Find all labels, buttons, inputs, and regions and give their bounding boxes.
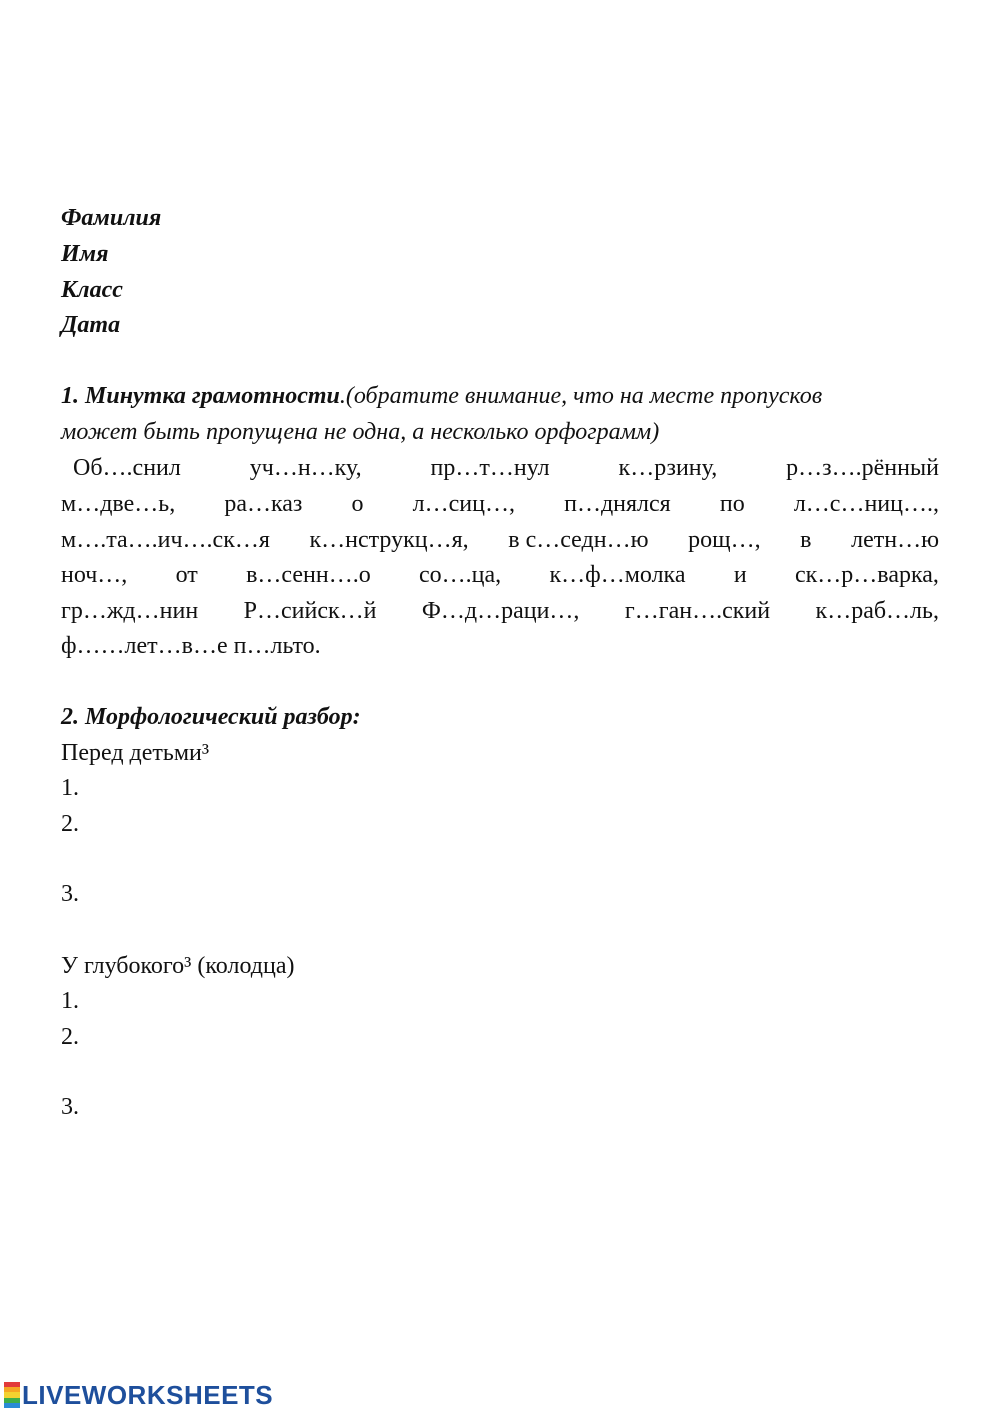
task1-note-line1: .(обратите внимание, что на месте пропусков [339, 383, 823, 409]
task1-word: к…рзину, [618, 455, 718, 481]
task2-item2-num-2: 2. [61, 1024, 79, 1050]
task2-item1-num-3: 3. [61, 881, 79, 907]
task2-title: 2. Морфологический разбор: [61, 704, 361, 730]
task1-word: в…сенн….о [246, 562, 371, 588]
task1-word: и [733, 562, 747, 588]
class-label: Класс [61, 277, 123, 303]
task1-word: уч…н…ку, [249, 455, 362, 481]
task1-word: Об….снил [73, 455, 181, 481]
task2-item2-num-1: 1. [61, 988, 79, 1014]
task1-line-2 [61, 486, 939, 522]
task1-word: л…сиц…, [412, 491, 515, 517]
logo-stripes-icon [4, 1382, 20, 1408]
task1-word: ра…каз [224, 491, 303, 517]
task1-word: г…ган….ский [624, 598, 771, 624]
task1-word: в [800, 527, 812, 553]
task1-word: Р…сийск…й [243, 598, 377, 624]
task1-word: п…днялся [564, 491, 671, 517]
task1-word: о [351, 491, 364, 517]
logo-stripe [4, 1403, 20, 1408]
task1-word: от [175, 562, 198, 588]
task2-item2-num-3: 3. [61, 1094, 79, 1120]
task1-word: к…раб…ль, [815, 598, 939, 624]
task2-item1-num-1: 1. [61, 775, 79, 801]
task1-word: в с…седн…ю [508, 527, 649, 553]
task1-word: м…две…ь, [61, 491, 176, 517]
task2-phrase-1: Перед детьми³ [61, 740, 210, 766]
task1-word: по [719, 491, 745, 517]
task1-word: пр…т…нул [430, 455, 550, 481]
surname-label: Фамилия [61, 205, 162, 231]
task1-word: к…нструкц…я, [309, 527, 469, 553]
name-label: Имя [61, 241, 109, 267]
task2-item1-num-2: 2. [61, 811, 79, 837]
task1-word: л…с…ниц…., [793, 491, 939, 517]
logo-text: LIVEWORKSHEETS [22, 1379, 274, 1410]
task1-word: гр…жд…нин [61, 598, 199, 624]
task1-line-6: ф……лет…в…е п…льто. [61, 633, 321, 659]
task1-heading [61, 378, 939, 450]
liveworksheets-logo [4, 1380, 273, 1410]
task1-word: к…ф…молка [549, 562, 686, 588]
task1-line-5 [61, 593, 939, 629]
task1-word: рощ…, [688, 527, 761, 553]
task1-line-1 [61, 450, 939, 486]
task2-phrase-2: У глубокого³ (колодца) [61, 953, 295, 979]
task1-word: р…з….рённый [786, 455, 939, 481]
task1-note-line2: может быть пропущена не одна, а несколько орфограмм) [61, 419, 660, 445]
task1-title: 1. Минутка грамотности [61, 383, 340, 409]
task1-word: со….ца, [419, 562, 502, 588]
task1-word: Ф…д…раци…, [421, 598, 580, 624]
task1-word: летн…ю [851, 527, 939, 553]
task1-word: ск…р…варка, [794, 562, 939, 588]
task1-line-3 [61, 522, 939, 558]
task1-word: м….та….ич….ск…я [61, 527, 270, 553]
task1-line-4 [61, 557, 939, 593]
date-label: Дата [61, 312, 121, 338]
task1-word: ноч…, [61, 562, 128, 588]
